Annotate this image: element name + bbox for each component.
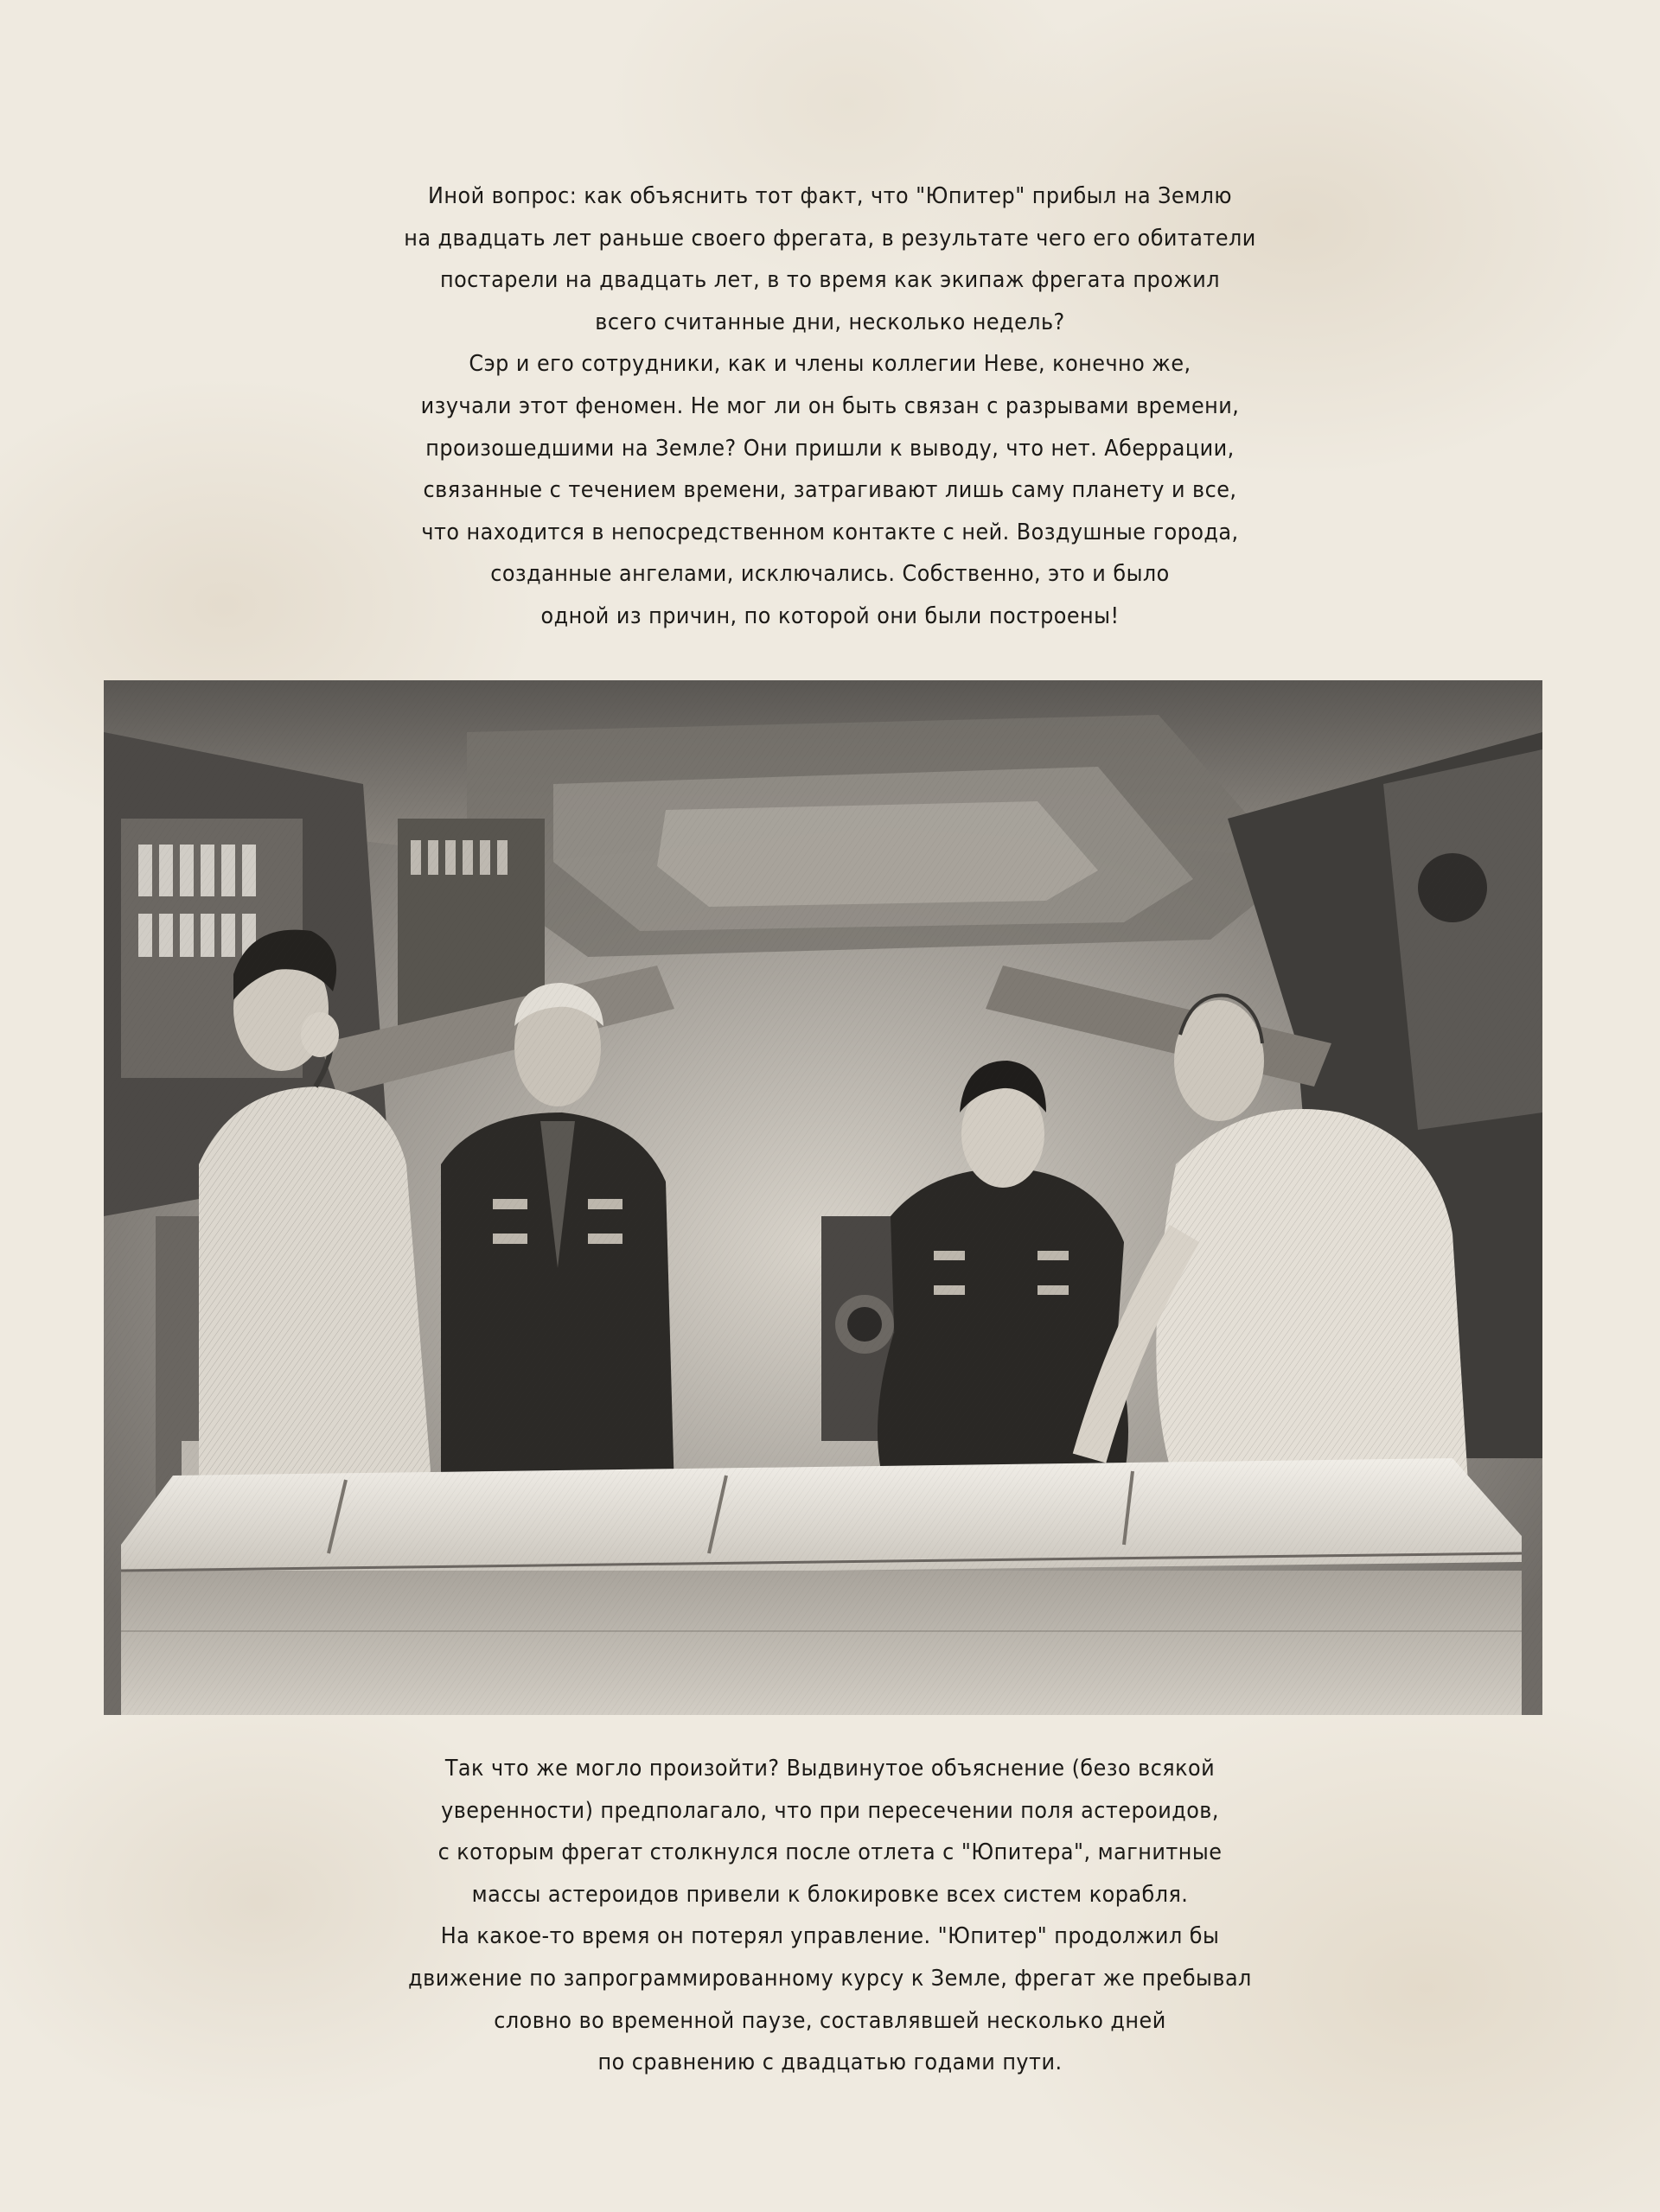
text-line: изучали этот феномен. Не мог ли он быть связан с разрывами времени, <box>420 392 1240 419</box>
text-line: На какое-то время он потерял управление. "Юпитер" продолжил бы <box>440 1923 1220 1950</box>
text-line: с которым фрегат столкнулся после отлета с "Юпитера", магнитные <box>437 1839 1223 1866</box>
paragraph-top <box>0 175 1660 638</box>
paragraph-bottom <box>0 1748 1660 2084</box>
text-line: на двадцать лет раньше своего фрегата, в результате чего его обитатели <box>404 225 1256 252</box>
text-line: Так что же могло произойти? Выдвинутое объяснение (безо всякой <box>444 1756 1216 1782</box>
text-line: произошедшими на Земле? Они пришли к выводу, что нет. Аберрации, <box>425 435 1235 462</box>
text-line: постарели на двадцать лет, в то время как экипаж фрегата прожил <box>439 267 1221 294</box>
illustration-drawing <box>104 680 1542 1715</box>
text-line: Иной вопрос: как объяснить тот факт, что "Юпитер" прибыл на Землю <box>428 183 1232 209</box>
text-line: движение по запрограммированному курсу к Земле, фрегат же пребывал <box>408 1965 1252 1992</box>
text-line: массы астероидов привели к блокировке всех систем корабля. <box>471 1881 1189 1908</box>
text-line: по сравнению с двадцатью годами пути. <box>597 2049 1063 2076</box>
text-line: одной из причин, по которой они были построены! <box>540 602 1120 629</box>
text-line: что находится в непосредственном контакте с ней. Воздушные города, <box>421 519 1239 545</box>
text-line: Сэр и его сотрудники, как и члены коллегии Неве, конечно же, <box>469 351 1191 378</box>
text-line: словно во временной паузе, составлявшей несколько дней <box>494 2007 1166 2034</box>
pencil-illustration <box>104 680 1542 1715</box>
text-line: связанные с течением времени, затрагивают лишь саму планету и все, <box>423 477 1237 504</box>
text-line: созданные ангелами, исключались. Собственно, это и было <box>490 561 1170 588</box>
text-line: всего считанные дни, несколько недель? <box>595 309 1065 335</box>
text-line: уверенности) предполагало, что при пересечении поля астероидов, <box>441 1797 1219 1824</box>
